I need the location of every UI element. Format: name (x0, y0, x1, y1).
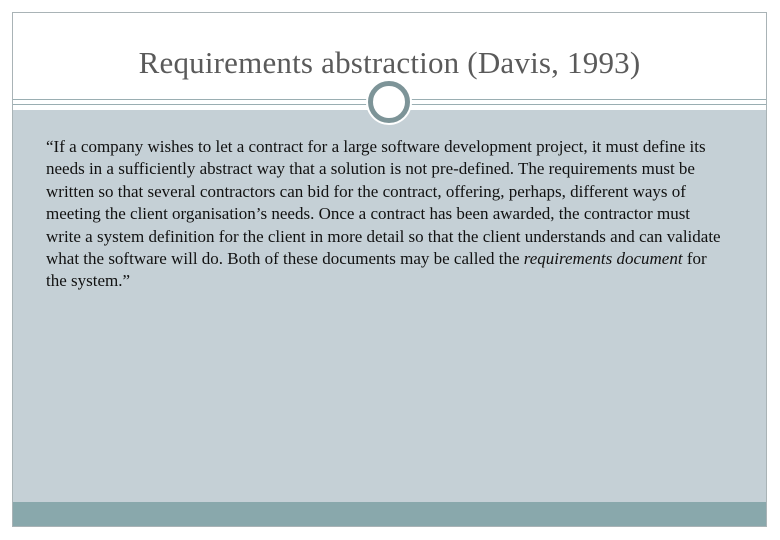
quote-text-part1: “If a company wishes to let a contract for a large software development project, it must define its needs in a sufficiently abstract way that a solution is not pre-defined. The requirements must be written so that several contractors can bid for the contract, offering, perhaps, different ways of meeting the client organisation’s needs. Once a contract has been awarded, the contractor must write a system definition for the client in more detail so that the client understands and can validate what the software will do. Both of these documents may be called the (46, 137, 721, 269)
quote-text-part2: for the system.” (46, 249, 707, 291)
quote-emphasis: requirements document (523, 249, 683, 269)
slide-title: Requirements abstraction (Davis, 1993) (138, 45, 641, 80)
quote-text (46, 136, 721, 293)
footer-bar (13, 502, 766, 527)
circle-ornament-icon (368, 81, 410, 123)
